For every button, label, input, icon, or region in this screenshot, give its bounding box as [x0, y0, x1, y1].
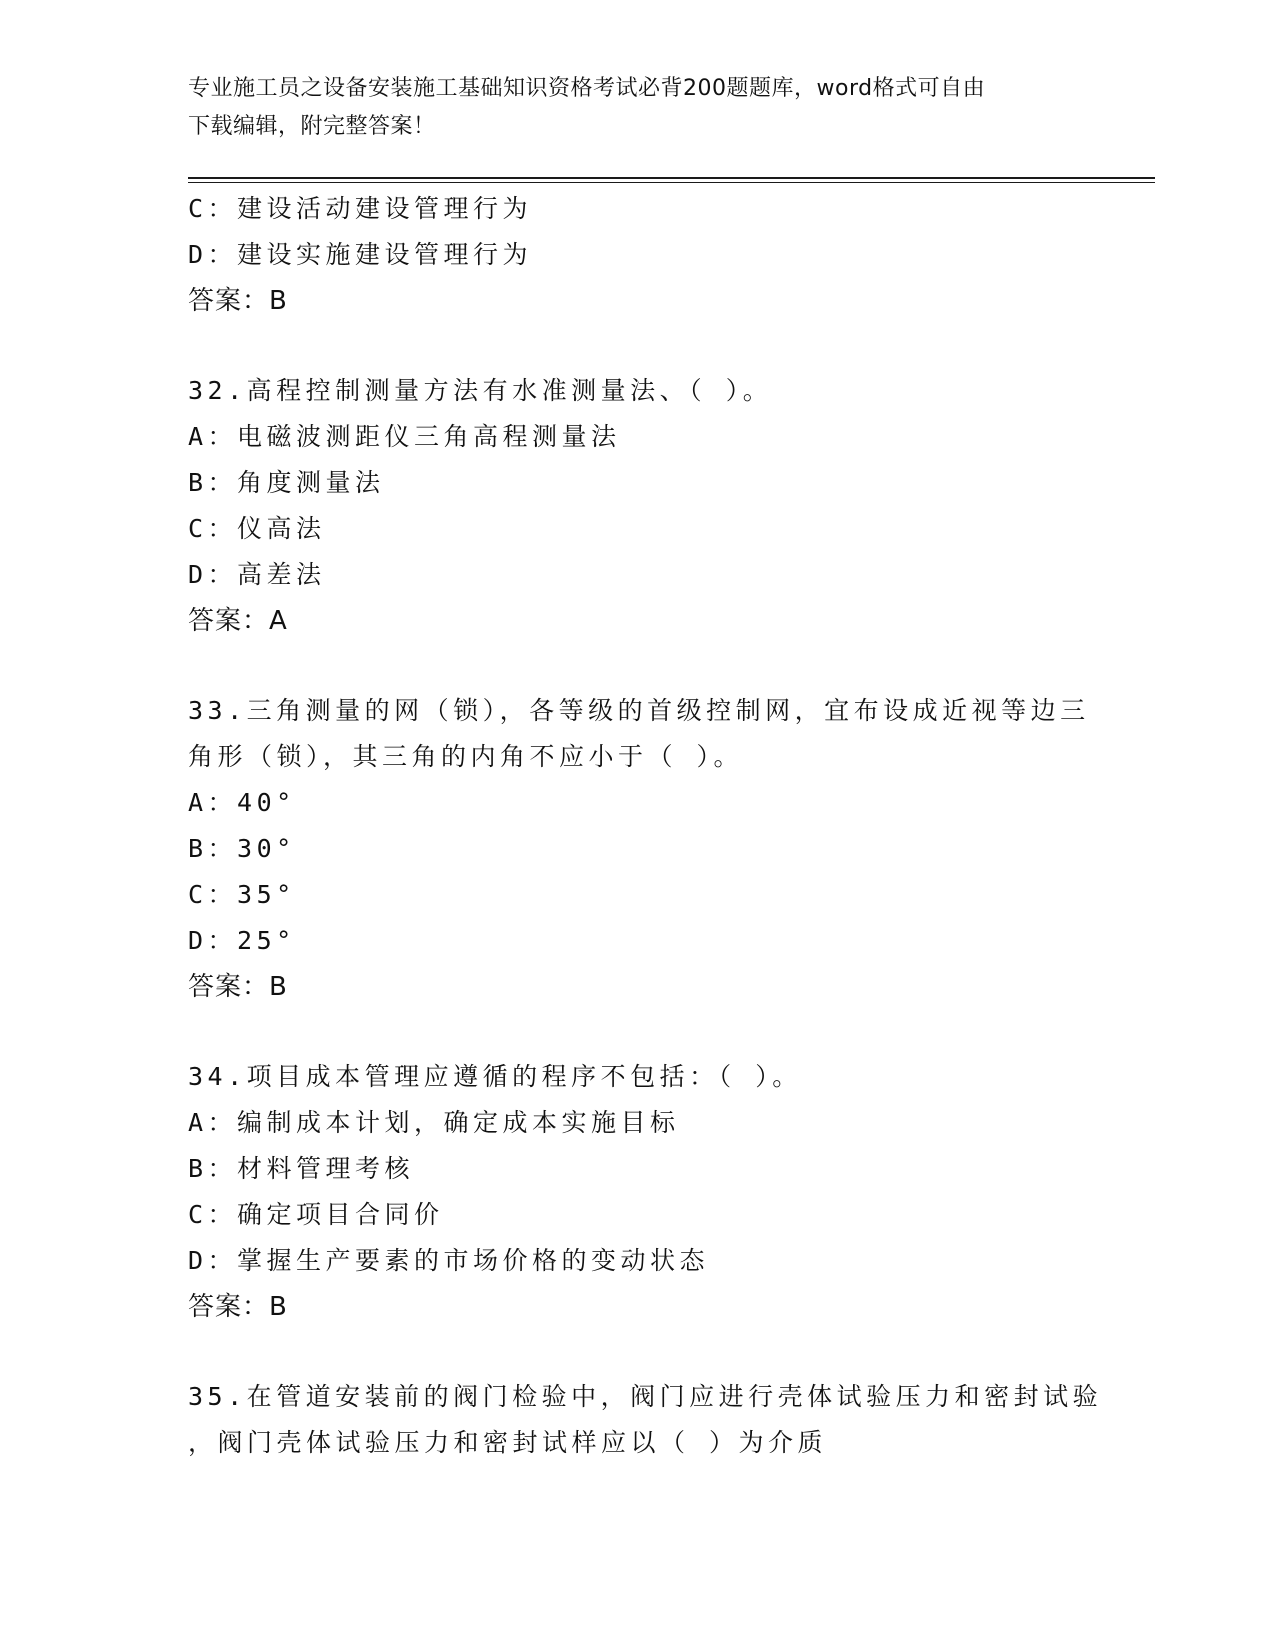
option-c: C：确定项目合同价: [188, 1200, 444, 1229]
option-d: D：掌握生产要素的市场价格的变动状态: [188, 1246, 710, 1275]
question-33: [188, 688, 1088, 1010]
answer-line: 答案：B: [188, 1292, 288, 1322]
option-a: A：电磁波测距仪三角高程测量法: [188, 422, 621, 451]
document-header: [188, 70, 1068, 146]
question-32: [188, 368, 1088, 644]
option-d: D：高差法: [188, 560, 326, 589]
question-stem-line-1: 35.在管道安装前的阀门检验中，阀门应进行壳体试验压力和密封试验: [188, 1382, 1103, 1411]
question-stem-line-2: ，阀门壳体试验压力和密封试样应以（ ）为介质: [188, 1428, 828, 1457]
question-35: [188, 1374, 1103, 1466]
answer-line: 答案：B: [188, 972, 288, 1002]
question-34: [188, 1054, 1088, 1330]
option-a: A：40°: [188, 788, 296, 817]
header-divider-thin: [188, 182, 1155, 183]
answer-line: 答案：A: [188, 606, 288, 636]
option-b: B：30°: [188, 834, 296, 863]
option-c: C：建设活动建设管理行为: [188, 194, 533, 223]
option-b: B：材料管理考核: [188, 1154, 415, 1183]
option-c: C：35°: [188, 880, 296, 909]
option-d: D：建设实施建设管理行为: [188, 240, 533, 269]
option-a: A：编制成本计划，确定成本实施目标: [188, 1108, 680, 1137]
question-stem: 32.高程控制测量方法有水准测量法、（ ）。: [188, 376, 773, 405]
question-stem-line-1: 33.三角测量的网（锁），各等级的首级控制网，宜布设成近视等边三: [188, 696, 1090, 725]
option-c: C：仪高法: [188, 514, 326, 543]
question-stem: 34.项目成本管理应遵循的程序不包括：（ ）。: [188, 1062, 802, 1091]
question-stem-line-2: 角形（锁），其三角的内角不应小于（ ）。: [188, 742, 744, 771]
option-d: D：25°: [188, 926, 296, 955]
answer-line: 答案：B: [188, 286, 288, 316]
question-content: [188, 186, 1103, 1466]
header-line-1: 专业施工员之设备安装施工基础知识资格考试必背200题题库，word格式可自由: [188, 76, 986, 101]
option-b: B：角度测量法: [188, 468, 385, 497]
header-divider-thick: [188, 177, 1155, 179]
header-line-2: 下载编辑，附完整答案！: [188, 114, 436, 139]
question-31-continued: [188, 186, 1088, 324]
